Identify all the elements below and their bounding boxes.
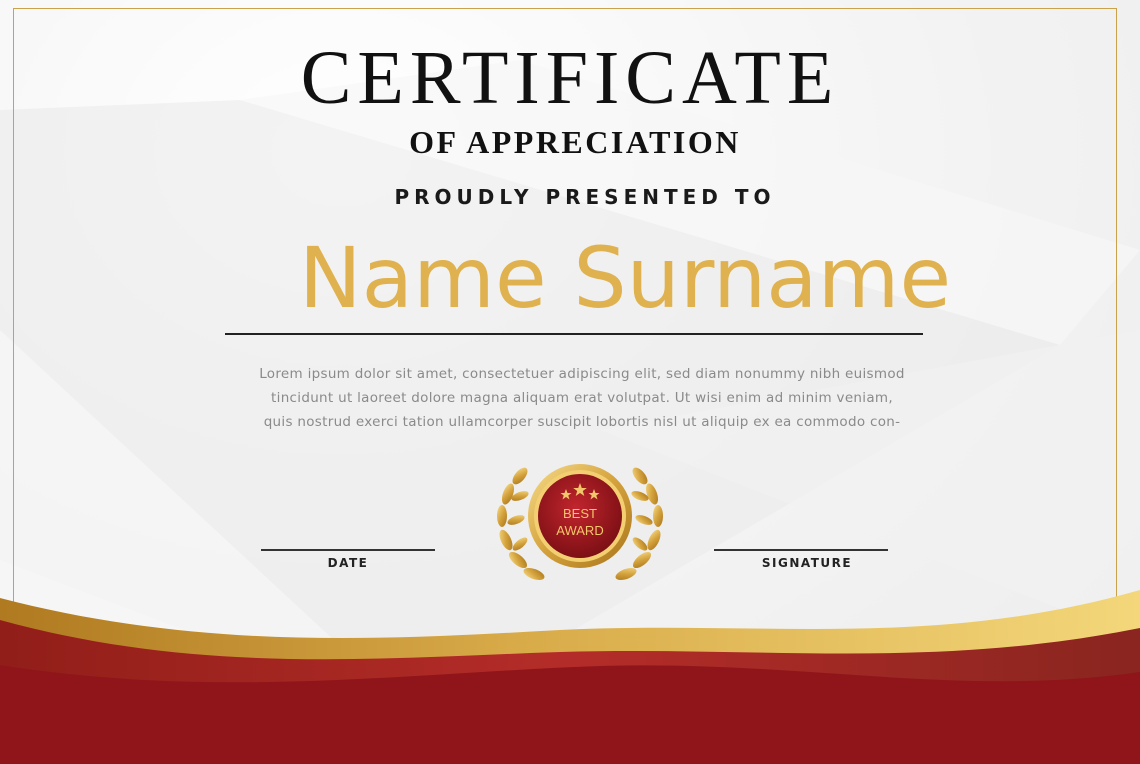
body-line: Lorem ipsum dolor sit amet, consectetuer adipiscing elit, sed diam nonummy nibh euismod — [259, 366, 905, 382]
bottom-wave-decoration — [0, 580, 1140, 764]
certificate-subtitle: OF APPRECIATION — [409, 124, 741, 160]
signature-label: SIGNATURE — [761, 556, 853, 570]
badge-line-1: BEST — [563, 506, 597, 521]
date-label: DATE — [327, 556, 369, 570]
presented-to-label: PROUDLY PRESENTED TO — [394, 185, 776, 209]
body-line: quis nostrud exerci tation ullamcorper suscipit lobortis nisl ut aliquip ex ea commodo con- — [263, 414, 901, 430]
recipient-name: Name Surname — [298, 229, 952, 327]
body-line: tincidunt ut laoreet dolore magna aliquam erat volutpat. Ut wisi enim ad minim veniam, — [271, 390, 893, 406]
certificate-title: CERTIFICATE — [300, 36, 840, 120]
body-text — [220, 362, 944, 434]
name-underline — [225, 333, 923, 335]
badge-line-2: AWARD — [556, 523, 604, 538]
award-seal-icon — [490, 456, 670, 596]
signature-line — [714, 549, 888, 551]
date-line — [261, 549, 435, 551]
